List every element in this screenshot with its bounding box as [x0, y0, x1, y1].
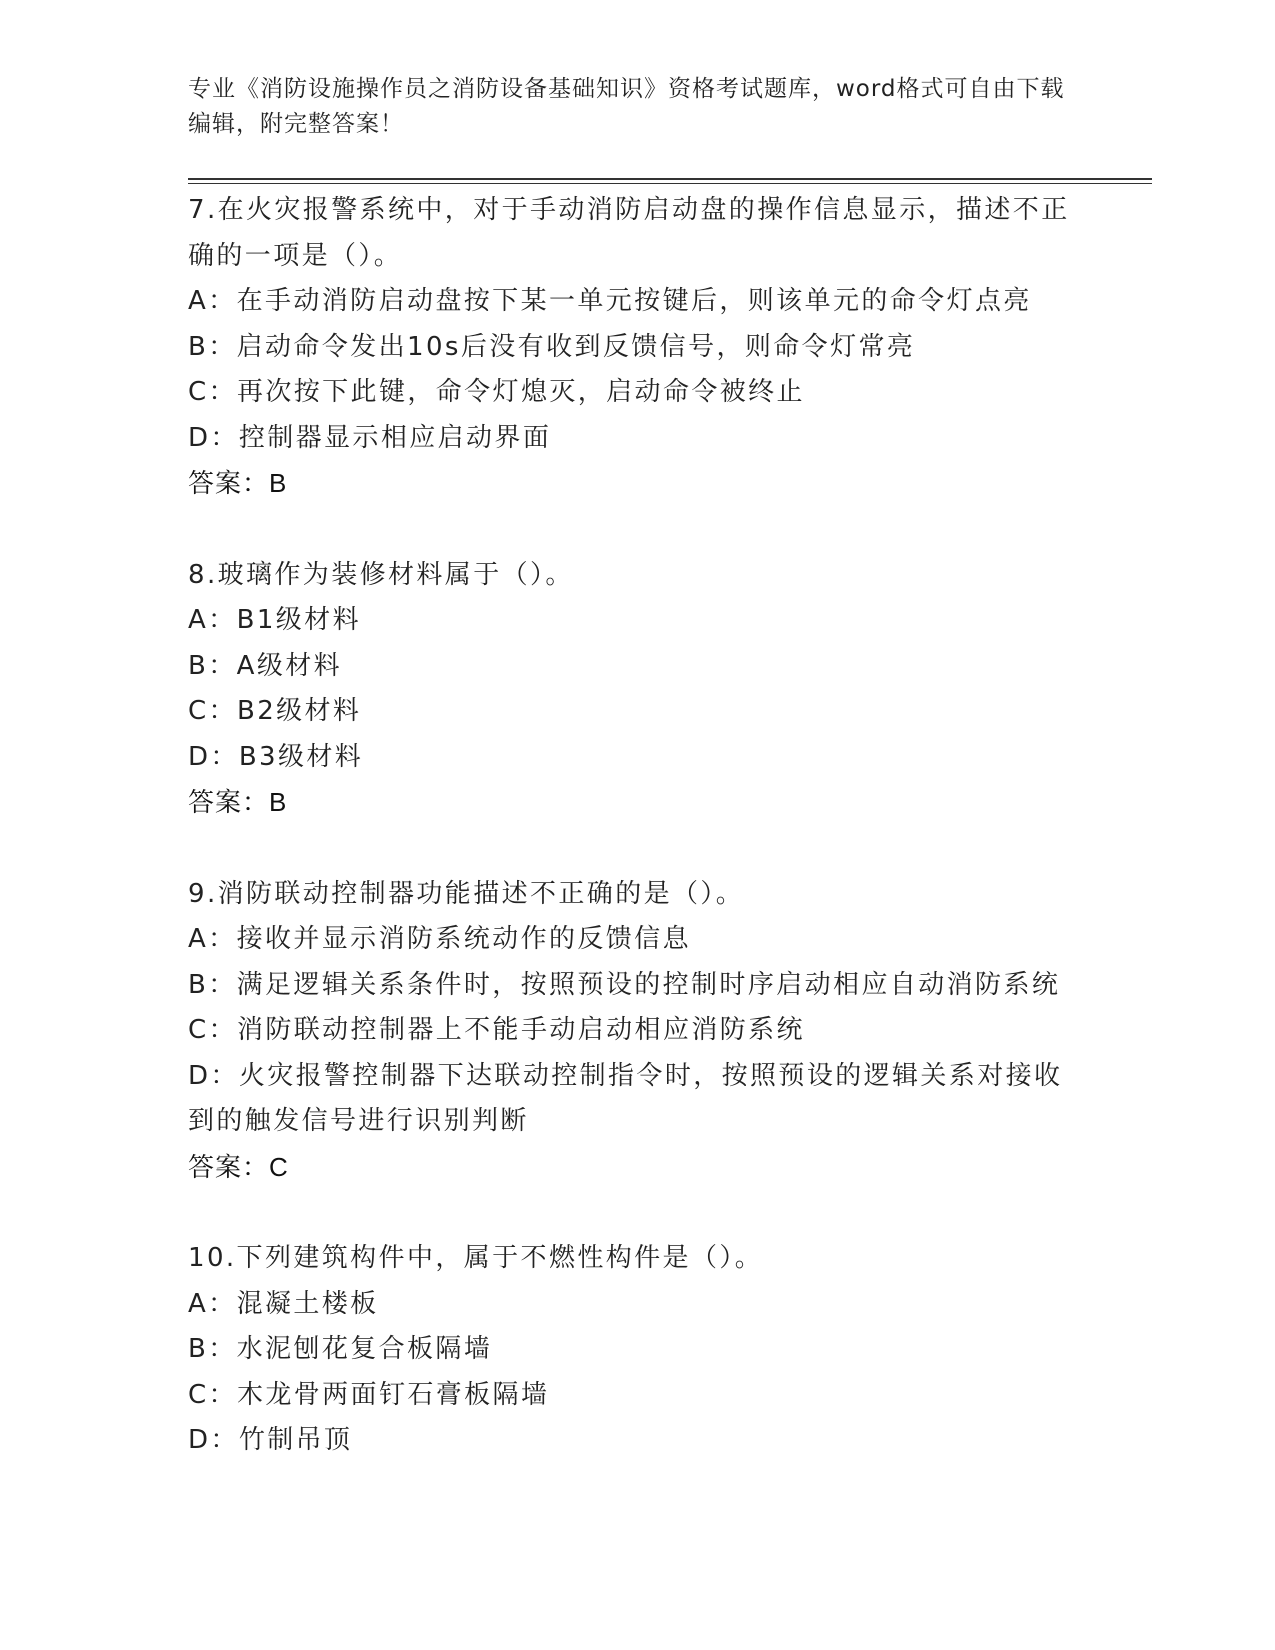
option-d: D：火灾报警控制器下达联动控制指令时，按照预设的逻辑关系对接收到的触发信号进行识别判断 [188, 1060, 1063, 1136]
option-b: B：A级材料 [188, 650, 343, 681]
option-a: A：混凝土楼板 [188, 1288, 379, 1319]
option-d: D：控制器显示相应启动界面 [188, 422, 552, 453]
option-a: A：接收并显示消防系统动作的反馈信息 [188, 924, 691, 954]
option-c: C：木龙骨两面钉石膏板隔墙 [188, 1379, 550, 1410]
question-stem: 10.下列建筑构件中，属于不燃性构件是（）。 [188, 1243, 764, 1273]
question-8 [188, 553, 1088, 826]
option-a: A：B1级材料 [188, 605, 361, 635]
option-b: B：水泥刨花复合板隔墙 [188, 1334, 493, 1364]
option-b: B：满足逻辑关系条件时，按照预设的控制时序启动相应自动消防系统 [188, 969, 1061, 1000]
option-d: D：B3级材料 [188, 741, 364, 772]
question-7 [188, 188, 1088, 507]
option-c: C：B2级材料 [188, 696, 362, 726]
document-header: 专业《消防设施操作员之消防设备基础知识》资格考试题库，word格式可自由下载编辑，附完整答案！ [188, 76, 1065, 137]
option-c: C：再次按下此键，命令灯熄灭，启动命令被终止 [188, 377, 805, 407]
question-stem: 8.玻璃作为装修材料属于（）。 [188, 559, 574, 590]
option-c: C：消防联动控制器上不能手动启动相应消防系统 [188, 1015, 805, 1045]
answer-line: 答案：C [188, 1151, 289, 1182]
option-b: B：启动命令发出10s后没有收到反馈信号，则命令灯常亮 [188, 331, 916, 362]
question-10 [188, 1236, 1088, 1464]
question-stem: 7.在火灾报警系统中，对于手动消防启动盘的操作信息显示，描述不正确的一项是（）。 [188, 195, 1070, 271]
header-divider-thick [188, 178, 1152, 180]
answer-line: 答案：B [188, 787, 288, 817]
answer-line: 答案：B [188, 468, 288, 498]
option-d: D：竹制吊顶 [188, 1425, 353, 1455]
option-a: A：在手动消防启动盘按下某一单元按键后，则该单元的命令灯点亮 [188, 286, 1032, 316]
question-9 [188, 872, 1088, 1191]
question-stem: 9.消防联动控制器功能描述不正确的是（）。 [188, 878, 745, 909]
question-list [188, 188, 1088, 1510]
header-divider-thin [188, 183, 1152, 184]
